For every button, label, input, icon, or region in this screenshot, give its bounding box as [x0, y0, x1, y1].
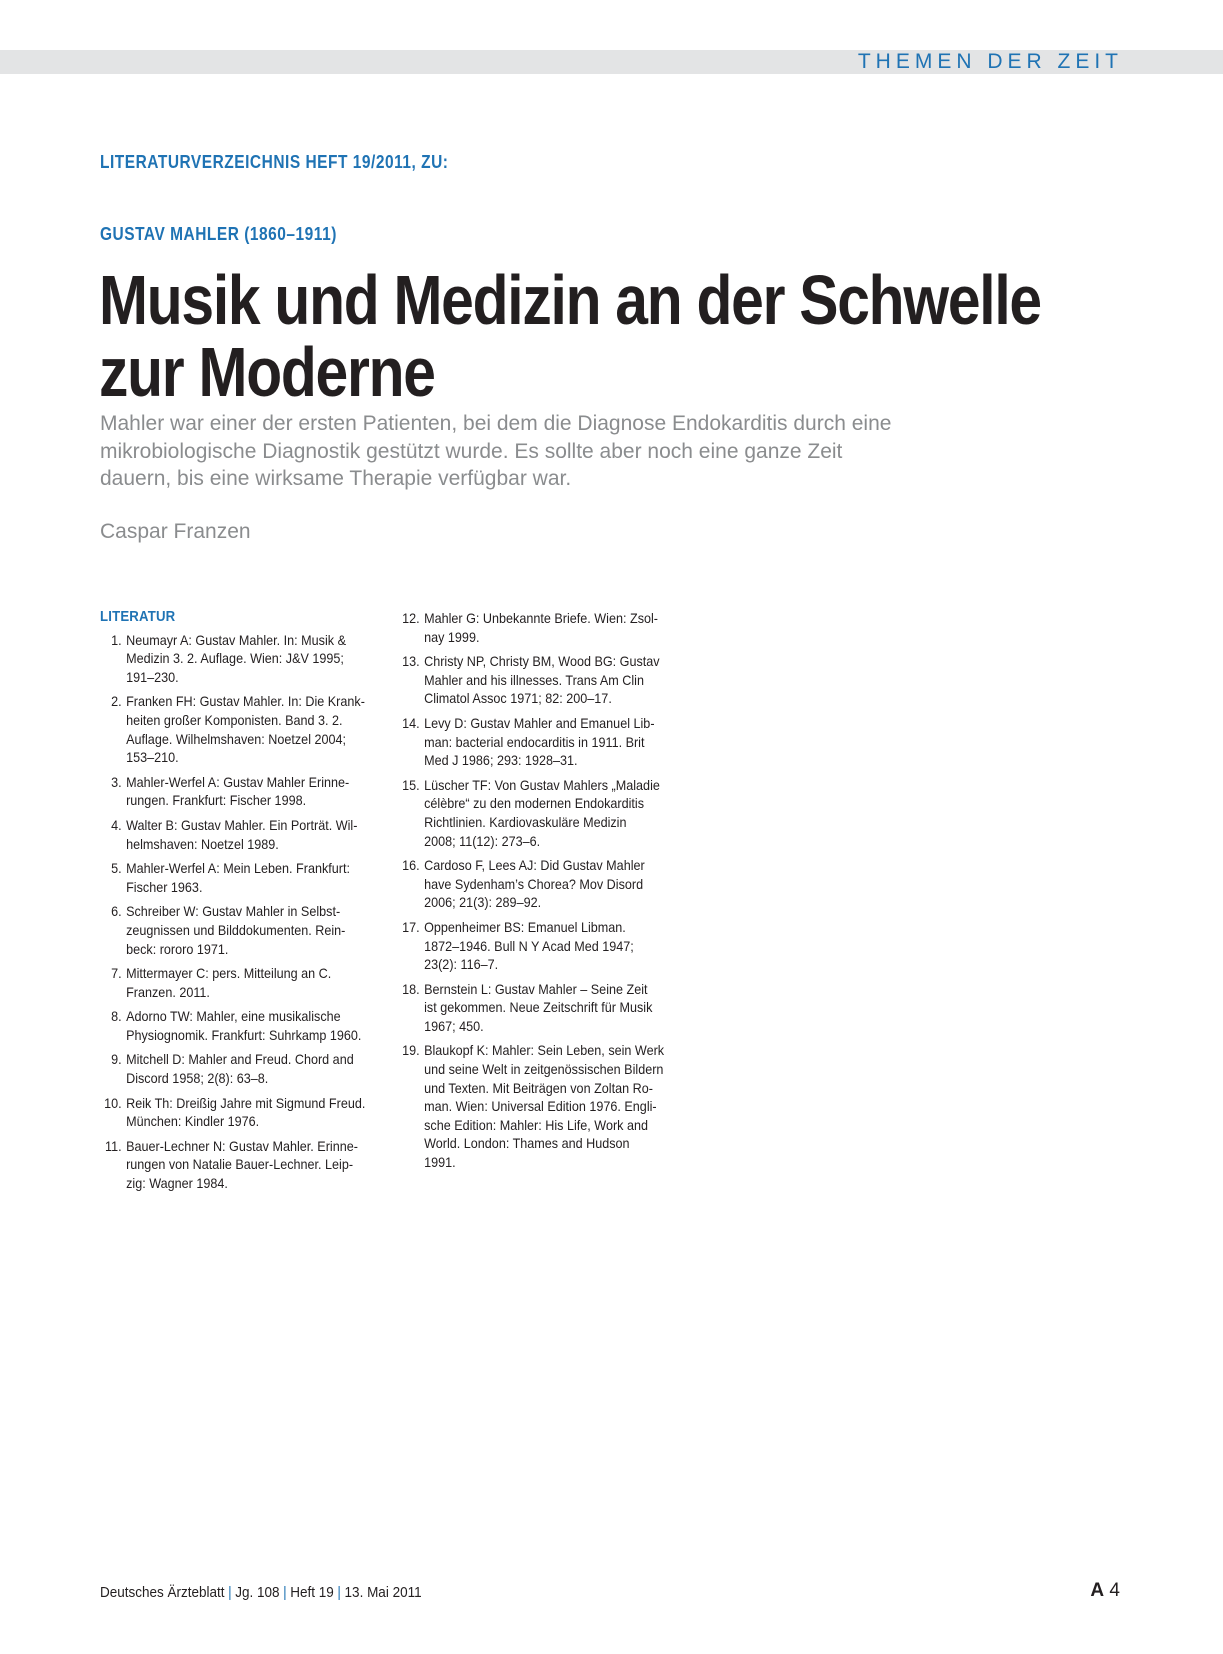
references-column-2 [398, 609, 688, 1178]
reference-item [398, 980, 673, 1036]
reference-item [398, 609, 673, 646]
kicker-topic: GUSTAV MAHLER (1860–1911) [100, 224, 337, 244]
references-list-1 [100, 631, 390, 1193]
reference-item [398, 856, 673, 912]
reference-number: 16. [402, 857, 420, 874]
reference-number: 15. [402, 776, 420, 793]
reference-text: Neumayr A: Gustav Mahler. In: Musik & Medizin 3. 2. Auflage. Wien: J&V 1995; 191–230. [126, 631, 346, 685]
footer-citation [100, 1584, 422, 1601]
reference-number: 5. [111, 860, 122, 877]
reference-text: Lüscher TF: Von Gustav Mahlers „Maladie célèbre“ zu den modernen Endokarditis Richtlinien. Kardiovaskuläre Medizin 2008; 11(12): 273–6. [424, 776, 660, 849]
reference-number: 9. [111, 1051, 122, 1068]
footer-separator: | [337, 1584, 341, 1601]
reference-number: 8. [111, 1008, 122, 1025]
reference-number: 4. [111, 816, 122, 833]
reference-text: Schreiber W: Gustav Mahler in Selbst- zeugnissen und Bilddokumenten. Rein- beck: rororo 1971. [126, 903, 346, 957]
reference-item [100, 692, 375, 766]
reference-number: 3. [111, 773, 122, 790]
reference-text: Levy D: Gustav Mahler and Emanuel Lib- man: bacterial endocarditis in 1911. Brit Med J 1986; 293: 1928–31. [424, 714, 655, 769]
reference-item [100, 1137, 375, 1193]
reference-item [100, 1094, 375, 1131]
reference-number: 10. [104, 1094, 122, 1111]
reference-item [100, 773, 375, 810]
reference-text: Mitchell D: Mahler and Freud. Chord and Discord 1958; 2(8): 63–8. [126, 1051, 354, 1087]
reference-text: Walter B: Gustav Mahler. Ein Porträt. Wil- helmshaven: Noetzel 1989. [126, 816, 358, 852]
footer-separator: | [228, 1584, 232, 1601]
reference-text: Mahler G: Unbekannte Briefe. Wien: Zsol- nay 1999. [424, 610, 659, 645]
article-title [99, 261, 1041, 411]
reference-item [398, 1041, 673, 1171]
footer-journal: Deutsches Ärzteblatt [100, 1584, 225, 1601]
reference-text: Bauer-Lechner N: Gustav Mahler. Erinne- rungen von Natalie Bauer-Lechner. Leip- zig: Wagner 1984. [126, 1137, 358, 1192]
reference-item [100, 1007, 375, 1044]
footer-issue: Heft 19 [290, 1584, 334, 1601]
reference-number: 19. [402, 1042, 420, 1059]
reference-text: Christy NP, Christy BM, Wood BG: Gustav Mahler and his illnesses. Trans Am Clin Climatol Assoc 1971; 82: 200–17. [424, 653, 660, 707]
references-column-1 [100, 608, 390, 1199]
reference-item [100, 859, 375, 896]
reference-item [100, 902, 375, 958]
reference-number: 14. [402, 714, 420, 731]
reference-number: 12. [402, 610, 420, 626]
reference-text: Oppenheimer BS: Emanuel Libman. 1872–1946. Bull N Y Acad Med 1947; 23(2): 116–7. [424, 918, 634, 973]
reference-item [100, 1050, 375, 1087]
reference-text: Blaukopf K: Mahler: Sein Leben, sein Werk und seine Welt in zeitgenössischen Bildern und Texten. Mit Beiträgen von Zoltan Ro- man. Wien: Universal Edition 1976. Engli- sche Edition: Mahler: His Life, Work and World. London: Thames and Hudson 1991. [424, 1042, 665, 1171]
references-list-2 [398, 609, 688, 1172]
footer-separator: | [283, 1584, 287, 1601]
reference-text: Cardoso F, Lees AJ: Did Gustav Mahler have Sydenham’s Chorea? Mov Disord 2006; 21(3): 289–92. [424, 857, 645, 911]
reference-number: 1. [111, 631, 122, 648]
reference-number: 11. [105, 1137, 122, 1154]
reference-text: Mahler-Werfel A: Mein Leben. Frankfurt: Fischer 1963. [126, 860, 350, 895]
reference-number: 6. [111, 903, 122, 920]
reference-text: Reik Th: Dreißig Jahre mit Sigmund Freud. München: Kindler 1976. [126, 1094, 366, 1130]
reference-text: Franken FH: Gustav Mahler. In: Die Krank- heiten großer Komponisten. Band 3. 2. Auflage. Wilhelmshaven: Noetzel 2004; 153–210. [126, 693, 365, 766]
footer-volume: Jg. 108 [235, 1584, 280, 1601]
reference-number: 13. [402, 653, 420, 670]
kicker-literature-index: LITERATURVERZEICHNIS HEFT 19/2011, ZU: [100, 152, 449, 172]
reference-item [398, 714, 673, 770]
footer-date: 13. Mai 2011 [344, 1584, 422, 1601]
reference-text: Adorno TW: Mahler, eine musikalische Physiognomik. Frankfurt: Suhrkamp 1960. [126, 1008, 362, 1043]
reference-text: Mahler-Werfel A: Gustav Mahler Erinne- rungen. Frankfurt: Fischer 1998. [126, 773, 350, 809]
page-number [1090, 1580, 1120, 1602]
reference-number: 2. [111, 693, 122, 710]
page-number-value: 4 [1109, 1580, 1120, 1601]
reference-item [100, 964, 375, 1001]
reference-item [398, 776, 673, 850]
reference-text: Bernstein L: Gustav Mahler – Seine Zeit ist gekommen. Neue Zeitschrift für Musik 1967; 450. [424, 980, 653, 1034]
article-title-line-2: zur Moderne [99, 333, 435, 411]
section-label: THEMEN DER ZEIT [857, 50, 1123, 73]
article-author: Caspar Franzen [100, 520, 251, 543]
reference-item [398, 652, 673, 708]
references-heading: LITERATUR [100, 608, 176, 625]
reference-item [100, 631, 375, 687]
article-lead: Mahler war einer der ersten Patienten, bei dem die Diagnose Endokarditis durch eine mikrobiologische Diagnostik gestützt wurde. Es sollte aber noch eine ganze Zeit dauern, bis eine wirksame Therapie verfügbar war. [100, 412, 892, 490]
reference-item [100, 816, 375, 853]
reference-item [398, 918, 673, 974]
reference-number: 17. [402, 918, 420, 935]
reference-number: 7. [111, 965, 122, 982]
page-prefix: A [1090, 1580, 1105, 1601]
article-title-line-1: Musik und Medizin an der Schwelle [99, 261, 1041, 339]
reference-text: Mittermayer C: pers. Mitteilung an C. Franzen. 2011. [126, 965, 332, 1000]
reference-number: 18. [402, 980, 420, 997]
